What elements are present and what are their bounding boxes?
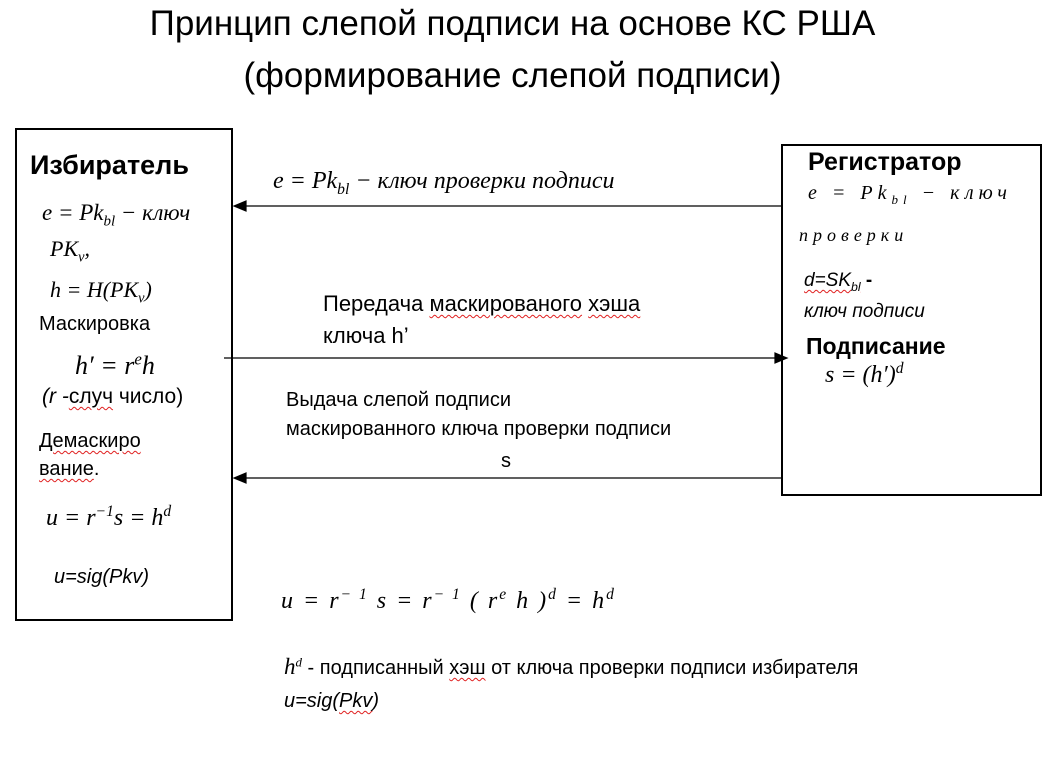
registrar-private-key-desc: ключ подписи xyxy=(804,301,925,322)
voter-pkv-formula: $PK_v$, xyxy=(50,236,90,266)
registrar-key-formula-word: проверки xyxy=(799,225,909,245)
registrar-sign-formula: $s = (h')^d$ xyxy=(825,360,904,388)
registrar-signing-label: Подписание xyxy=(806,333,946,359)
voter-signature-result: u=sig(Pkv) xyxy=(54,566,150,588)
footnote-line-1: $h^d$ - подписанный хэш от ключа проверки подписи избирателя xyxy=(284,654,859,679)
slide-title-line-1: Принцип слепой подписи на основе КС РША xyxy=(149,4,876,43)
voter-heading: Избиратель xyxy=(30,150,189,180)
arrowhead-to-registrar xyxy=(775,353,787,363)
arrowhead-to-voter-signature xyxy=(234,473,246,483)
registrar-heading: Регистратор xyxy=(808,148,962,176)
voter-unmask-formula: $u = r^{-1}s = h^d$ xyxy=(46,503,172,531)
voter-key-formula: $e = Pk_{bl}$ − ключ xyxy=(42,200,191,230)
message-public-key: $e = Pk_{bl}$ − ключ проверки подписи xyxy=(273,168,615,198)
registrar-key-formula: $e = Pk_{bl}$ − ключ xyxy=(808,182,1012,207)
voter-hash-formula: $h = H(PK_v)$ xyxy=(50,277,152,307)
derivation-formula: $u = r^{- 1}$ $s = r^{- 1}$ ( $r^e$ h )$^d = h^d$ xyxy=(281,586,616,614)
voter-masking-label: Маскировка xyxy=(39,313,151,335)
registrar-private-key: $d=SK_{bl}$ - xyxy=(804,270,873,294)
footnote-line-2: u=sig(Pkv) xyxy=(284,690,380,712)
message-blind-signature: Выдача слепой подписи маскированного ключа проверки подписи xyxy=(286,389,672,440)
slide-title-line-2: (формирование слепой подписи) xyxy=(243,56,782,95)
voter-mask-formula: $h' = r^eh$ xyxy=(75,349,155,380)
arrowhead-to-voter-key xyxy=(234,201,246,211)
voter-unmask-label: Демаскиро вание. xyxy=(39,430,141,480)
message-signature-s: s xyxy=(501,450,511,472)
message-masked-hash: Передача маскированого хэша ключа h’ xyxy=(323,291,641,348)
voter-random-note: (r -случ число) xyxy=(42,385,184,408)
